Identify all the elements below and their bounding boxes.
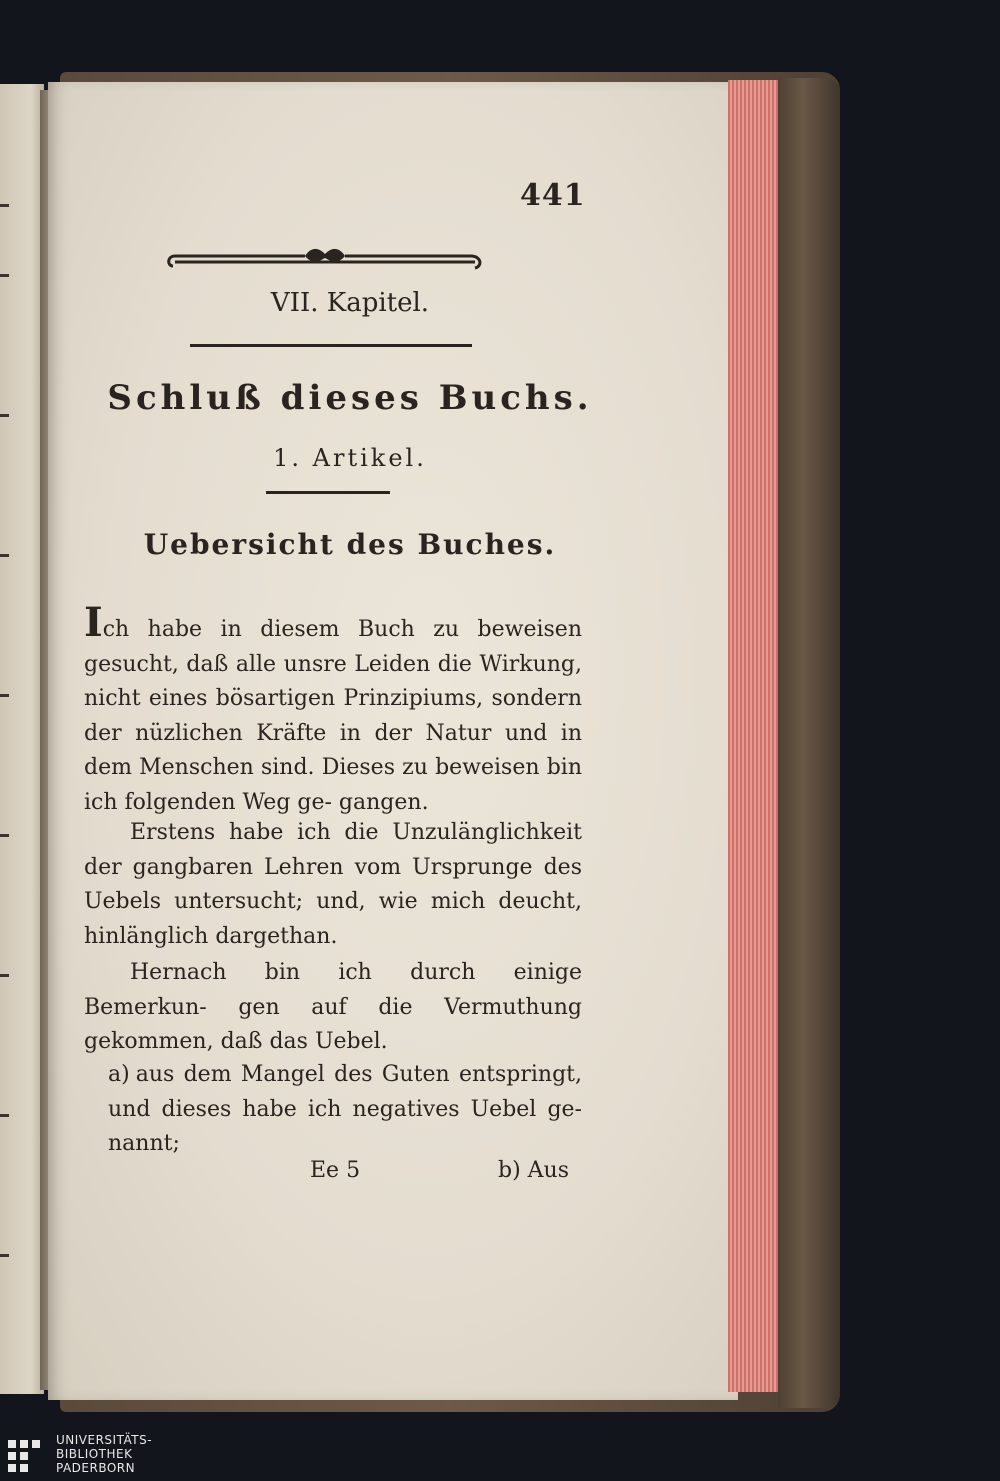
decorative-ornament-icon (165, 240, 485, 276)
text-fragment-mark (0, 554, 9, 557)
paragraph-1-text: ch habe in diesem Buch zu beweisen gesucht, daß alle unsre Leiden die Wirkung, nicht eines bösartigen Prinzipiums, sondern der nüzlichen Kräfte in der Natur und in dem Menschen sind. Dieses zu beweisen bin ich folgenden Weg ge- gangen. (84, 617, 582, 815)
text-fragment-mark (0, 204, 9, 207)
paragraph-3: Hernach bin ich durch einige Bemerkun- gen auf die Vermuthung gekommen, daß das Uebel. (84, 960, 582, 1054)
heading-rule (190, 344, 472, 347)
text-fragment-mark (0, 1114, 9, 1117)
text-fragment-mark (0, 834, 9, 837)
book-spine (778, 78, 840, 1408)
article-subtitle: Uebersicht des Buches. (143, 528, 557, 561)
page-number: 441 (520, 178, 586, 213)
printer-signature: Ee 5 (310, 1158, 361, 1183)
red-page-edges (728, 80, 780, 1392)
catchword: b) Aus (498, 1158, 570, 1183)
text-fragment-mark (0, 274, 9, 277)
text-fragment-mark (0, 414, 9, 417)
left-page-edge (0, 84, 44, 1394)
text-fragment-mark (0, 974, 9, 977)
library-name (56, 1433, 152, 1475)
article-rule (266, 491, 390, 494)
list-marker: a) (108, 1062, 130, 1087)
text-fragment-mark (0, 1254, 9, 1257)
list-item-text: aus dem Mangel des Guten entspringt, und dieses habe ich negatives Uebel ge- nannt; (108, 1062, 582, 1156)
chapter-heading: VII. Kapitel. (270, 288, 430, 318)
library-name-line: BIBLIOTHEK (56, 1447, 133, 1461)
article-heading: 1. Artikel. (273, 444, 427, 472)
library-logo-icon (6, 1438, 46, 1476)
paragraph-2: Erstens habe ich die Unzulänglichkeit der gangbaren Lehren vom Ursprunge des Uebels untersucht; und, wie mich deucht, hinlänglich dargethan. (84, 820, 582, 949)
library-name-line: UNIVERSITÄTS- (56, 1433, 153, 1447)
text-fragment-mark (0, 694, 9, 697)
section-title: Schluß dieses Buchs. (107, 378, 593, 418)
library-name-line: PADERBORN (56, 1461, 136, 1475)
library-footer (0, 1430, 1000, 1481)
drop-cap: I (84, 599, 103, 646)
paragraph-1 (84, 599, 582, 820)
list-item-a (108, 1058, 582, 1162)
